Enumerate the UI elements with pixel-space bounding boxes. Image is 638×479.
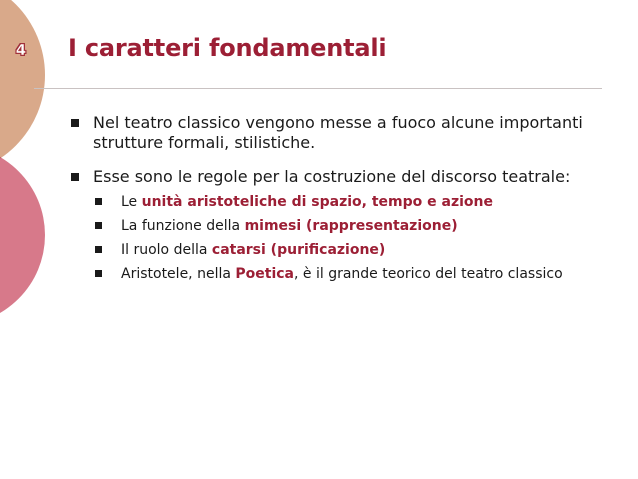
pink-circle — [0, 145, 45, 325]
highlight-text: Poetica — [235, 266, 294, 282]
bullet-item — [68, 113, 608, 153]
sub-bullet-text-tail: , è il grande teorico del teatro classico — [294, 266, 563, 282]
sub-bullet-text: Il ruolo della — [121, 242, 212, 258]
bullet-item — [68, 167, 608, 187]
square-bullet-icon — [95, 198, 102, 205]
highlight-text: mimesi (rappresentazione) — [244, 218, 458, 234]
title-divider — [34, 88, 602, 89]
highlight-text: unità aristoteliche di spazio, tempo e azione — [141, 194, 493, 210]
sub-bullet-text: Le — [121, 194, 142, 210]
square-bullet-icon — [95, 246, 102, 253]
square-bullet-icon — [71, 173, 79, 181]
sub-bullet-item — [95, 217, 608, 235]
sub-bullet-item — [95, 193, 608, 211]
bullet-list — [68, 113, 608, 187]
sub-bullet-text: Aristotele, nella — [121, 266, 236, 282]
bullet-text: Esse sono le regole per la costruzione del discorso teatrale: — [93, 167, 571, 186]
slide-content — [68, 113, 608, 289]
slide-number: 4 — [15, 41, 27, 59]
square-bullet-icon — [95, 222, 102, 229]
sub-bullet-item — [95, 265, 608, 283]
bullet-text: Nel teatro classico vengono messe a fuoco alcune importanti strutture formali, stilistiche. — [93, 113, 583, 152]
sub-bullet-list — [68, 193, 608, 283]
sub-bullet-item — [95, 241, 608, 259]
square-bullet-icon — [95, 270, 102, 277]
highlight-text: catarsi (purificazione) — [211, 242, 386, 258]
square-bullet-icon — [71, 119, 79, 127]
sub-bullet-text: La funzione della — [121, 218, 245, 234]
slide-title: I caratteri fondamentali — [68, 34, 387, 62]
